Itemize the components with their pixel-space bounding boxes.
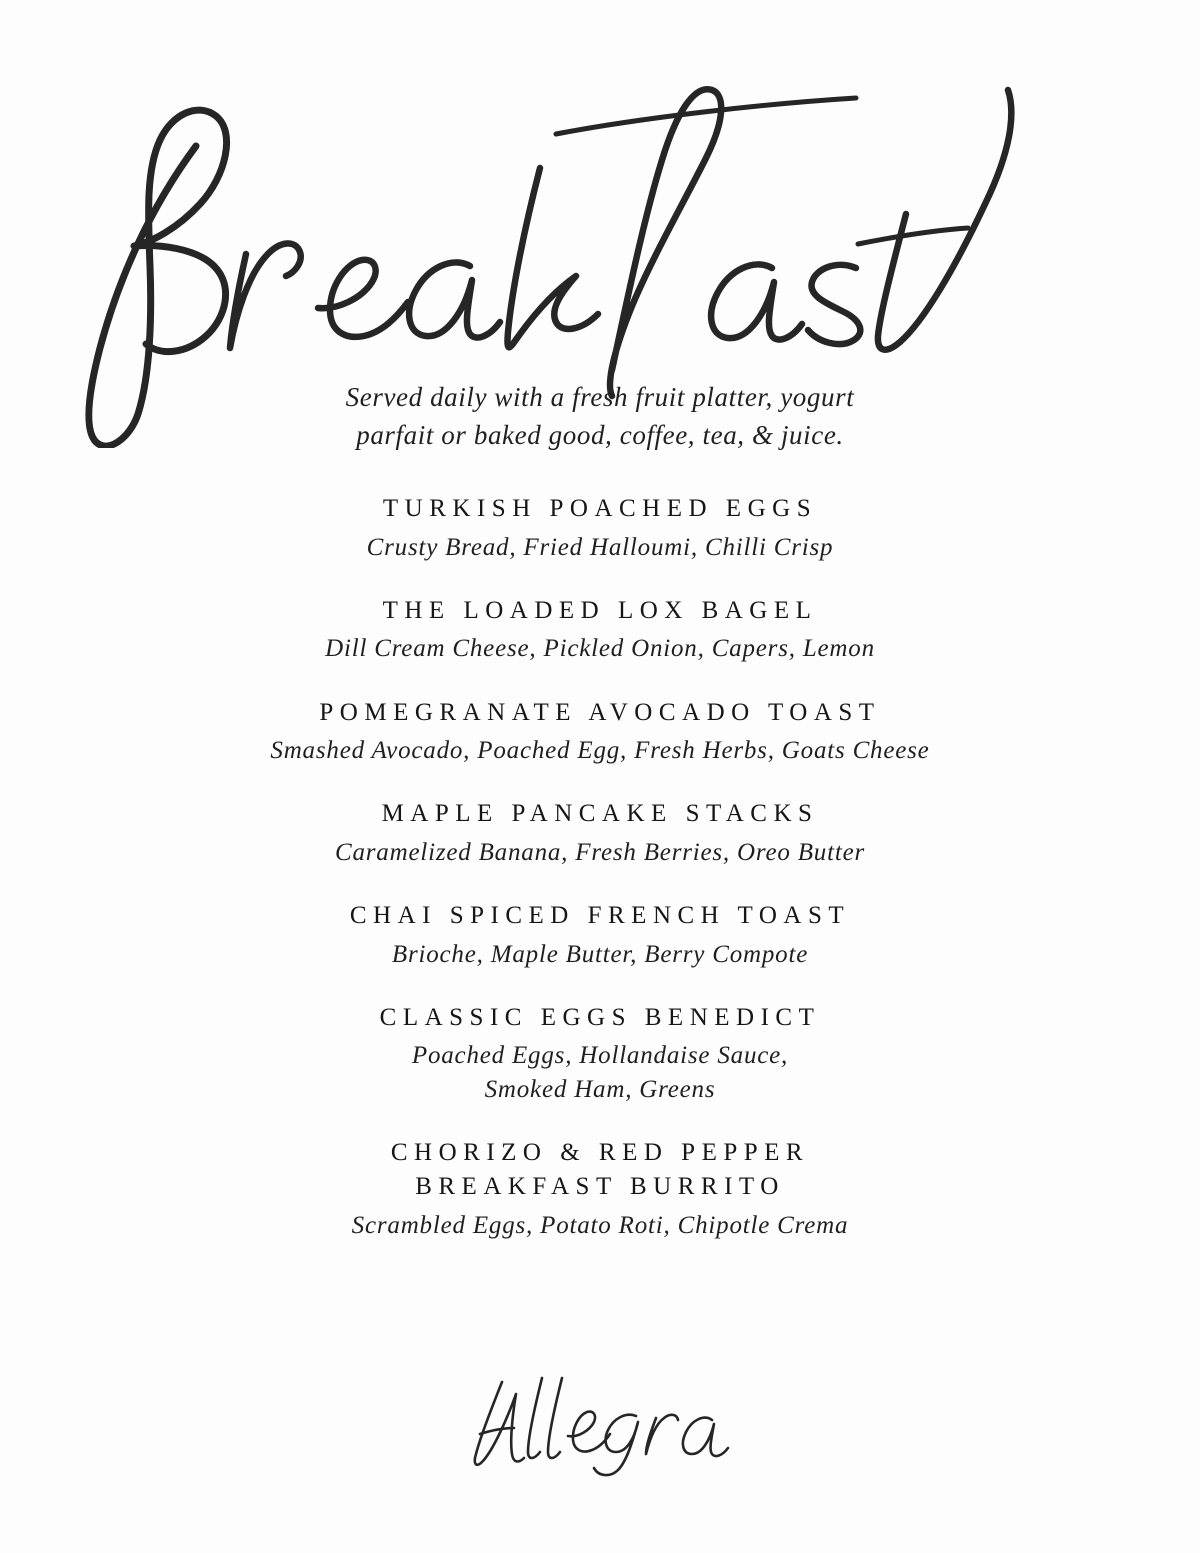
menu-item-description [0,531,1200,564]
page-title-text [0,18,1,19]
menu-item-desc-line: Poached Eggs, Hollandaise Sauce, [411,1042,789,1070]
menu-items-list [0,492,1200,1242]
menu-item-name-line: POMEGRANATE AVOCADO TOAST [319,698,881,726]
intro-line-1: Served daily with a fresh fruit platter, yogurt [345,382,855,412]
menu-item-description [0,938,1200,971]
menu-item [0,1136,1200,1242]
menu-item [0,696,1200,768]
menu-item-name-line: BREAKFAST BURRITO [415,1173,785,1201]
menu-item-desc-line: Smashed Avocado, Poached Egg, Fresh Herbs, Goats Cheese [270,737,930,764]
menu-item-name-line: MAPLE PANCAKE STACKS [381,800,819,828]
menu-item-desc-line: Dill Cream Cheese, Pickled Onion, Capers, Lemon [325,635,875,663]
menu-item-name [0,1001,1200,1036]
menu-item-name [0,696,1200,731]
menu-item-name-line: TURKISH POACHED EGGS [382,495,818,522]
menu-item-name [0,1136,1200,1205]
menu-item-desc-line: Scrambled Eggs, Potato Roti, Chipotle Crema [351,1211,849,1239]
menu-item-description [0,632,1200,665]
menu-item-desc-line: Crusty Bread, Fried Halloumi, Chilli Crisp [366,533,834,561]
menu-item-name-line: CHORIZO & RED PEPPER [390,1138,810,1166]
menu-item [0,492,1200,564]
menu-item-description [0,734,1200,767]
menu-item-description [0,1039,1200,1106]
menu-item-desc-line: Smoked Ham, Greens [484,1075,716,1103]
menu-item-description [0,1209,1200,1242]
allegra-script-icon [450,1368,750,1478]
menu-item-name [0,899,1200,934]
menu-item [0,1001,1200,1106]
menu-item [0,594,1200,666]
brand-signature-text [600,1368,601,1369]
menu-item [0,797,1200,869]
menu-intro [0,378,1200,455]
menu-item-name-line: CLASSIC EGGS BENEDICT [379,1003,821,1031]
menu-item-description [0,836,1200,869]
menu-item-name-line: THE LOADED LOX BAGEL [382,596,818,624]
menu-item-name [0,594,1200,629]
menu-item-name [0,797,1200,832]
menu-item-name-line: CHAI SPICED FRENCH TOAST [349,902,851,929]
menu-item-desc-line: Brioche, Maple Butter, Berry Compote [391,940,809,968]
intro-line-2: parfait or baked good, coffee, tea, & juice. [356,420,844,451]
brand-signature [0,1368,1200,1488]
menu-item [0,899,1200,971]
menu-item-desc-line: Caramelized Banana, Fresh Berries, Oreo Butter [334,838,866,866]
menu-item-name [0,492,1200,527]
